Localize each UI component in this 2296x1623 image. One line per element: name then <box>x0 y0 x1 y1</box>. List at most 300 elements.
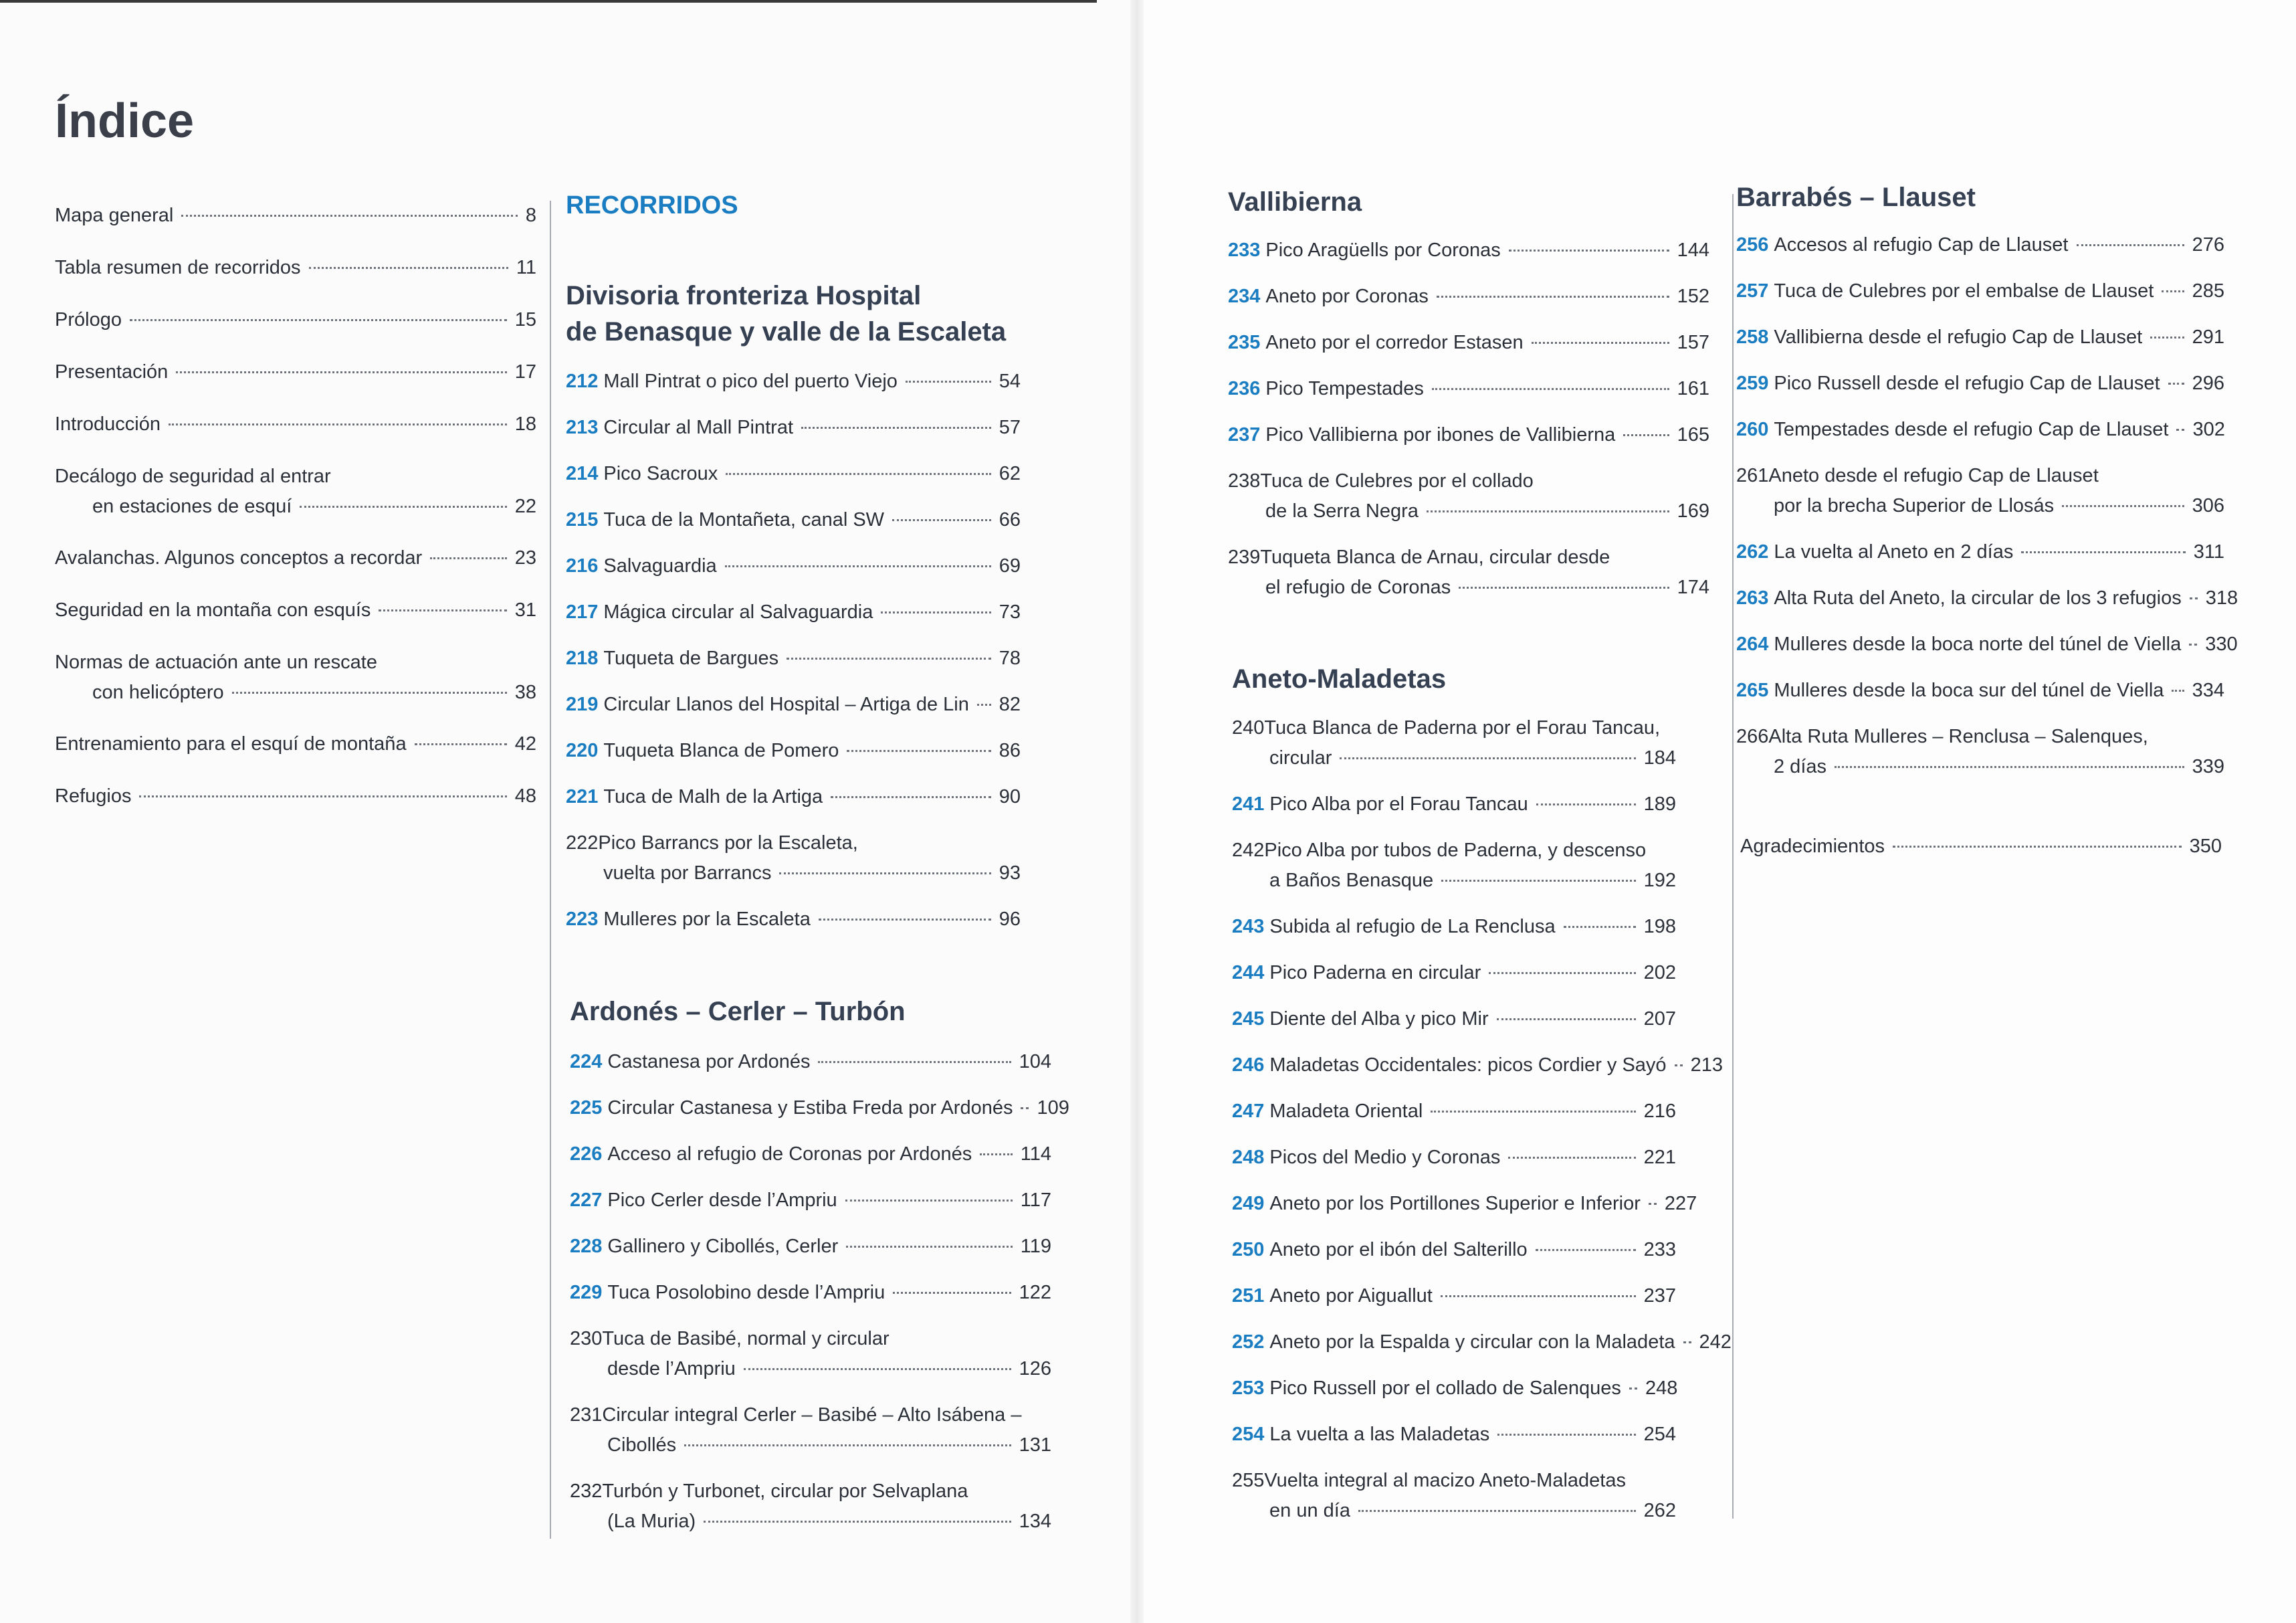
entry-leader-row <box>566 597 1021 628</box>
entry-title: Aneto por los Portillones Superior e Inferior <box>1269 1193 1641 1214</box>
toc-entry[interactable] <box>1232 1327 1732 1357</box>
toc-entry[interactable] <box>1232 1189 1697 1219</box>
entry-title: Mulleres desde la boca sur del túnel de Viella <box>1774 680 2164 701</box>
dot-leader <box>846 1246 1012 1248</box>
book-gutter <box>1130 0 1144 1623</box>
dot-leader <box>300 506 506 508</box>
toc-entry[interactable] <box>1232 1466 1676 1526</box>
entry-title: Circular al Mall Pintrat <box>603 417 794 438</box>
dot-leader <box>819 919 991 921</box>
dot-leader <box>2189 644 2197 646</box>
section-heading: Ardonés – Cerler – Turbón <box>570 997 906 1026</box>
page-number: 126 <box>1019 1358 1051 1379</box>
route-number: 213 <box>566 417 599 438</box>
dot-leader <box>1441 1295 1636 1297</box>
dot-leader <box>309 267 508 269</box>
route-number: 220 <box>566 740 599 761</box>
page-number: 306 <box>2192 495 2224 516</box>
entry-title: Acceso al refugio de Coronas por Ardonés <box>607 1143 972 1165</box>
toc-entry[interactable] <box>1736 630 2238 660</box>
dot-leader <box>1893 846 2182 848</box>
page-number: 302 <box>2192 419 2225 440</box>
toc-entry[interactable] <box>566 690 1021 720</box>
page-number: 311 <box>2193 541 2224 563</box>
dot-leader <box>2172 690 2184 692</box>
route-number: 222 <box>566 832 599 854</box>
toc-entry[interactable] <box>566 459 1021 489</box>
entry-title: Vuelta integral al macizo Aneto-Maladetas <box>1264 1470 1626 1491</box>
dot-leader <box>2162 290 2184 292</box>
entry-title: Salvaguardia <box>603 555 717 577</box>
toc-entry[interactable] <box>1232 1281 1676 1311</box>
toc-entry[interactable] <box>1736 722 2224 782</box>
route-number: 244 <box>1232 962 1265 983</box>
entry-leader-row <box>55 781 536 812</box>
entry-text-row <box>55 648 536 678</box>
route-number: 230 <box>570 1328 603 1349</box>
toc-entry[interactable] <box>1228 282 1709 312</box>
entry-title: Avalanchas. Algunos conceptos a recordar <box>55 547 423 569</box>
dot-leader <box>1489 972 1635 974</box>
dot-leader <box>2077 244 2184 246</box>
toc-entry[interactable] <box>566 904 1021 935</box>
route-number: 228 <box>570 1236 603 1257</box>
route-number: 253 <box>1232 1377 1265 1399</box>
toc-entry[interactable] <box>1232 1235 1676 1265</box>
recorridos-heading: RECORRIDOS <box>566 191 738 219</box>
toc-entry[interactable] <box>566 644 1021 674</box>
dot-leader <box>1536 1249 1636 1251</box>
page-number: 339 <box>2192 756 2224 777</box>
entry-title: Tabla resumen de recorridos <box>55 257 301 278</box>
entry-title: Aneto por el ibón del Salterillo <box>1269 1239 1528 1260</box>
dot-leader <box>818 1061 1011 1063</box>
route-number: 246 <box>1232 1054 1265 1076</box>
dot-leader <box>415 743 507 745</box>
toc-entry[interactable] <box>570 1476 1051 1537</box>
route-number: 214 <box>566 463 599 484</box>
toc-entry[interactable] <box>566 505 1021 535</box>
dot-leader <box>1459 587 1669 589</box>
route-number: 224 <box>570 1051 603 1072</box>
dot-leader <box>1441 880 1636 882</box>
dot-leader <box>881 611 990 613</box>
toc-entry[interactable] <box>566 736 1021 766</box>
page-number: 165 <box>1677 424 1709 446</box>
entry-leader-row <box>566 367 1021 397</box>
entry-leader-row <box>570 1430 1051 1460</box>
route-number: 265 <box>1736 680 1769 701</box>
entry-leader-row <box>570 1278 1051 1308</box>
toc-entry[interactable] <box>570 1278 1051 1308</box>
page-number: 90 <box>999 786 1021 807</box>
entry-title: Aneto por Aiguallut <box>1269 1285 1433 1307</box>
dot-leader <box>980 1153 1012 1155</box>
toc-entry[interactable] <box>1228 420 1709 450</box>
entry-title: Aneto por Coronas <box>1265 286 1429 307</box>
route-number: 232 <box>570 1481 603 1502</box>
route-number: 233 <box>1228 240 1261 261</box>
entry-title: Aneto desde el refugio Cap de Llauset <box>1768 465 2099 486</box>
toc-entry[interactable] <box>1228 466 1709 527</box>
entry-title: 2 días <box>1774 756 1827 777</box>
dot-leader <box>1623 434 1669 436</box>
entry-title: Pico Alba por tubos de Paderna, y descenso <box>1264 840 1647 861</box>
page-number: 198 <box>1643 916 1676 937</box>
entry-leader-row <box>1736 230 2224 260</box>
section-heading: Aneto-Maladetas <box>1232 664 1447 694</box>
entry-leader-row <box>1228 282 1709 312</box>
dot-leader <box>2150 337 2184 339</box>
dot-leader <box>1532 342 1669 344</box>
route-number: 260 <box>1736 419 1769 440</box>
entry-leader-row <box>55 543 536 573</box>
route-number: 223 <box>566 909 599 930</box>
dot-leader <box>744 1368 1011 1370</box>
toc-entry[interactable] <box>570 1324 1051 1384</box>
toc-entry[interactable] <box>570 1093 1069 1123</box>
dot-leader <box>2168 383 2184 385</box>
page-number: 213 <box>1690 1054 1723 1076</box>
page-number: 11 <box>516 257 536 278</box>
dot-leader <box>684 1444 1011 1446</box>
page-number: 276 <box>2192 234 2224 256</box>
dot-leader <box>779 872 990 874</box>
entry-leader-row <box>1232 1420 1676 1450</box>
entry-text-row <box>1232 836 1676 866</box>
entry-leader-row <box>1232 743 1676 773</box>
entry-leader-row <box>55 409 536 440</box>
toc-entry[interactable] <box>1736 676 2224 706</box>
route-number: 215 <box>566 509 599 531</box>
entry-title: Maladetas Occidentales: picos Cordier y Sayó <box>1269 1054 1667 1076</box>
page-number: 78 <box>999 648 1021 669</box>
toc-entry[interactable] <box>55 595 536 626</box>
page-number: 285 <box>2192 280 2224 302</box>
dot-leader <box>1437 296 1669 298</box>
dot-leader <box>1508 1157 1635 1159</box>
entry-title: Mágica circular al Salvaguardia <box>603 601 873 623</box>
entry-leader-row <box>55 253 536 283</box>
entry-title: Pico Aragüells por Coronas <box>1265 240 1501 261</box>
entry-leader-row <box>1232 1496 1676 1526</box>
entry-leader-row <box>566 736 1021 766</box>
route-number: 239 <box>1228 547 1261 568</box>
route-number: 254 <box>1232 1424 1265 1445</box>
page-number: 66 <box>999 509 1021 531</box>
entry-title: circular <box>1269 747 1332 769</box>
dot-leader <box>181 215 518 217</box>
entry-title: Pico Sacroux <box>603 463 718 484</box>
toc-entry[interactable] <box>1232 713 1676 773</box>
toc-entry[interactable] <box>55 409 536 440</box>
dot-leader <box>1683 1341 1691 1343</box>
entry-text-row <box>566 828 1021 858</box>
entry-leader-row <box>570 1507 1051 1537</box>
toc-entry[interactable] <box>1232 1420 1676 1450</box>
route-number: 218 <box>566 648 599 669</box>
entry-title: Gallinero y Cibollés, Cerler <box>607 1236 839 1257</box>
entry-leader-row <box>55 305 536 335</box>
route-number: 263 <box>1736 587 1769 609</box>
entry-title: Pico Barrancs por la Escaleta, <box>598 832 858 854</box>
dot-leader <box>892 519 991 521</box>
entry-leader-row <box>566 904 1021 935</box>
entry-text-row <box>1736 722 2224 752</box>
page-number: 242 <box>1699 1331 1732 1353</box>
toc-entry[interactable] <box>1740 832 2222 862</box>
top-edge-line <box>0 0 1097 3</box>
page-number: 330 <box>2205 634 2238 655</box>
entry-leader-row <box>1232 1143 1676 1173</box>
page-number: 96 <box>999 909 1021 930</box>
page-number: 15 <box>514 309 536 330</box>
entry-leader-row <box>55 201 536 231</box>
toc-entry[interactable] <box>570 1232 1051 1262</box>
toc-entry[interactable] <box>55 781 536 812</box>
route-number: 237 <box>1228 424 1261 446</box>
entry-leader-row <box>1232 1373 1676 1404</box>
entry-leader-row <box>1232 1281 1676 1311</box>
route-number: 262 <box>1736 541 1769 563</box>
entry-title: con helicóptero <box>92 682 224 703</box>
toc-entry[interactable] <box>1736 461 2224 521</box>
entry-leader-row <box>1232 1004 1676 1034</box>
entry-leader-row <box>566 858 1021 888</box>
entry-title: Mulleres desde la boca norte del túnel de Viella <box>1774 634 2182 655</box>
dot-leader <box>977 704 991 706</box>
toc-entry[interactable] <box>55 357 536 387</box>
entry-title: Decálogo de seguridad al entrar <box>55 466 331 487</box>
page-number: 117 <box>1020 1189 1051 1211</box>
entry-title: Circular Castanesa y Estiba Freda por Ardonés <box>607 1097 1013 1119</box>
toc-entry[interactable] <box>570 1047 1051 1077</box>
entry-title: Tuca de Basibé, normal y circular <box>602 1328 890 1349</box>
entry-text-row <box>1232 713 1676 743</box>
entry-title: Alta Ruta Mulleres – Renclusa – Salenques, <box>1768 726 2148 747</box>
page-number: 296 <box>2192 373 2224 394</box>
page-number: 189 <box>1643 793 1676 815</box>
dot-leader <box>1431 1111 1635 1113</box>
dot-leader <box>2190 597 2198 599</box>
toc-entry[interactable] <box>55 462 536 522</box>
entry-title: La vuelta al Aneto en 2 días <box>1774 541 2014 563</box>
entry-leader-row <box>55 492 536 522</box>
page-title: Índice <box>55 94 195 148</box>
toc-entry[interactable] <box>1232 1050 1723 1080</box>
page-number: 18 <box>514 413 536 435</box>
toc-entry[interactable] <box>1232 1143 1676 1173</box>
dot-leader <box>1649 1203 1657 1205</box>
dot-leader <box>725 565 991 567</box>
dot-leader <box>2062 505 2184 507</box>
route-number: 257 <box>1736 280 1769 302</box>
toc-entry[interactable] <box>55 201 536 231</box>
toc-entry[interactable] <box>1736 369 2224 399</box>
entry-title: Tuqueta Blanca de Pomero <box>603 740 839 761</box>
page-number: 48 <box>514 785 536 807</box>
dot-leader <box>2176 429 2184 431</box>
entry-text-row <box>570 1476 1051 1507</box>
entry-title: La vuelta a las Maladetas <box>1269 1424 1490 1445</box>
page-number: 248 <box>1645 1377 1678 1399</box>
page-number: 122 <box>1019 1282 1051 1303</box>
entry-title: el refugio de Coronas <box>1265 577 1451 598</box>
toc-entry[interactable] <box>1228 235 1709 266</box>
toc-entry[interactable] <box>1232 836 1676 896</box>
toc-entry[interactable] <box>1736 583 2238 613</box>
page-number: 202 <box>1643 962 1676 983</box>
toc-entry[interactable] <box>1232 1096 1676 1127</box>
entry-leader-row <box>566 413 1021 443</box>
entry-title: Tuca Posolobino desde l’Ampriu <box>607 1282 885 1303</box>
toc-entry[interactable] <box>1736 537 2224 567</box>
page-number: 104 <box>1019 1051 1051 1072</box>
entry-leader-row <box>1232 866 1676 896</box>
toc-entry[interactable] <box>566 782 1021 812</box>
entry-leader-row <box>1736 491 2224 521</box>
dot-leader <box>845 1200 1013 1202</box>
entry-title: de la Serra Negra <box>1265 500 1419 522</box>
entry-title: Maladeta Oriental <box>1269 1101 1423 1122</box>
toc-entry[interactable] <box>55 543 536 573</box>
toc-entry[interactable] <box>566 551 1021 581</box>
entry-title: Alta Ruta del Aneto, la circular de los 3 refugios <box>1774 587 2182 609</box>
route-number: 219 <box>566 694 599 715</box>
entry-leader-row <box>1228 328 1709 358</box>
page-number: 69 <box>999 555 1021 577</box>
entry-leader-row <box>1736 752 2224 782</box>
entry-text-row <box>1228 466 1709 496</box>
toc-entry[interactable] <box>1228 543 1709 603</box>
dot-leader <box>139 795 506 797</box>
dot-leader <box>704 1521 1011 1523</box>
entry-leader-row <box>1736 537 2224 567</box>
entry-title: a Baños Benasque <box>1269 870 1434 891</box>
entry-title: Seguridad en la montaña con esquís <box>55 599 371 621</box>
entry-leader-row <box>1232 1189 1697 1219</box>
route-number: 234 <box>1228 286 1261 307</box>
entry-title: Picos del Medio y Coronas <box>1269 1147 1501 1168</box>
entry-title: Cibollés <box>607 1434 677 1456</box>
page-number: 82 <box>999 694 1021 715</box>
route-number: 236 <box>1228 378 1261 399</box>
route-number: 252 <box>1232 1331 1265 1353</box>
dot-leader <box>1536 803 1636 805</box>
section-heading: Divisoria fronteriza Hospital <box>566 281 922 310</box>
dot-leader <box>831 796 991 798</box>
dot-leader <box>1427 510 1669 512</box>
route-number: 247 <box>1232 1101 1265 1122</box>
page-number: 262 <box>1643 1500 1676 1521</box>
entry-title: Pico Cerler desde l’Ampriu <box>607 1189 837 1211</box>
entry-leader-row <box>1228 420 1709 450</box>
toc-entry[interactable] <box>1228 328 1709 358</box>
toc-entry[interactable] <box>1232 912 1676 942</box>
toc-entry[interactable] <box>55 729 536 759</box>
dot-leader <box>1340 757 1635 759</box>
toc-entry[interactable] <box>1736 415 2224 445</box>
page-number: 114 <box>1020 1143 1051 1165</box>
route-number: 258 <box>1736 326 1769 348</box>
page-number: 31 <box>514 599 536 621</box>
entry-leader-row <box>1232 1050 1723 1080</box>
route-number: 231 <box>570 1404 603 1426</box>
entry-title: Prólogo <box>55 309 122 330</box>
toc-entry[interactable] <box>1232 1373 1676 1404</box>
entry-title: Circular integral Cerler – Basibé – Alto Isábena – <box>602 1404 1022 1426</box>
entry-leader-row <box>1736 630 2238 660</box>
entry-leader-row <box>1232 1235 1676 1265</box>
toc-entry[interactable] <box>1232 958 1676 988</box>
entry-leader-row <box>566 644 1021 674</box>
page-number: 157 <box>1677 332 1709 353</box>
toc-entry[interactable] <box>1736 230 2224 260</box>
entry-title: Subida al refugio de La Renclusa <box>1269 916 1556 937</box>
dot-leader <box>169 423 507 425</box>
page-number: 134 <box>1019 1511 1051 1532</box>
toc-entry[interactable] <box>55 305 536 335</box>
toc-entry[interactable] <box>1736 276 2224 306</box>
entry-title: vuelta por Barrancs <box>603 862 772 884</box>
entry-title: Mall Pintrat o pico del puerto Viejo <box>603 371 898 392</box>
entry-leader-row <box>1232 789 1676 820</box>
dot-leader <box>1432 388 1669 390</box>
toc-entry[interactable] <box>1228 374 1709 404</box>
dot-leader <box>2021 551 2185 553</box>
toc-entry[interactable] <box>1232 1004 1676 1034</box>
toc-entry[interactable] <box>1232 789 1676 820</box>
toc-entry[interactable] <box>55 253 536 283</box>
toc-entry[interactable] <box>566 828 1021 888</box>
entry-leader-row <box>570 1185 1051 1216</box>
dot-leader <box>1358 1510 1636 1512</box>
dot-leader <box>1835 766 2184 768</box>
entry-title: (La Muria) <box>607 1511 696 1532</box>
page-number: 350 <box>2189 836 2222 857</box>
page-number: 192 <box>1643 870 1676 891</box>
entry-leader-row <box>1228 235 1709 266</box>
entry-title: Mulleres por la Escaleta <box>603 909 811 930</box>
entry-leader-row <box>55 678 536 708</box>
toc-entry[interactable] <box>566 597 1021 628</box>
entry-leader-row <box>1736 276 2224 306</box>
page-number: 221 <box>1643 1147 1676 1168</box>
route-number: 241 <box>1232 793 1265 815</box>
toc-entry[interactable] <box>55 648 536 708</box>
page-number: 207 <box>1643 1008 1676 1030</box>
page-number: 93 <box>999 862 1021 884</box>
toc-entry[interactable] <box>566 413 1021 443</box>
page-number: 161 <box>1677 378 1709 399</box>
toc-entry[interactable] <box>570 1185 1051 1216</box>
entry-leader-row <box>1736 322 2224 353</box>
dot-leader <box>906 381 991 383</box>
page-number: 73 <box>999 601 1021 623</box>
toc-entry[interactable] <box>566 367 1021 397</box>
entry-leader-row <box>566 459 1021 489</box>
dot-leader <box>379 609 506 611</box>
entry-title: Tuca de Malh de la Artiga <box>603 786 823 807</box>
toc-entry[interactable] <box>570 1400 1051 1460</box>
toc-entry[interactable] <box>1736 322 2224 353</box>
page-number: 22 <box>514 496 536 517</box>
route-number: 238 <box>1228 470 1261 492</box>
page-number: 184 <box>1643 747 1676 769</box>
toc-entry[interactable] <box>570 1139 1051 1169</box>
entry-leader-row <box>566 690 1021 720</box>
route-number: 240 <box>1232 717 1265 739</box>
